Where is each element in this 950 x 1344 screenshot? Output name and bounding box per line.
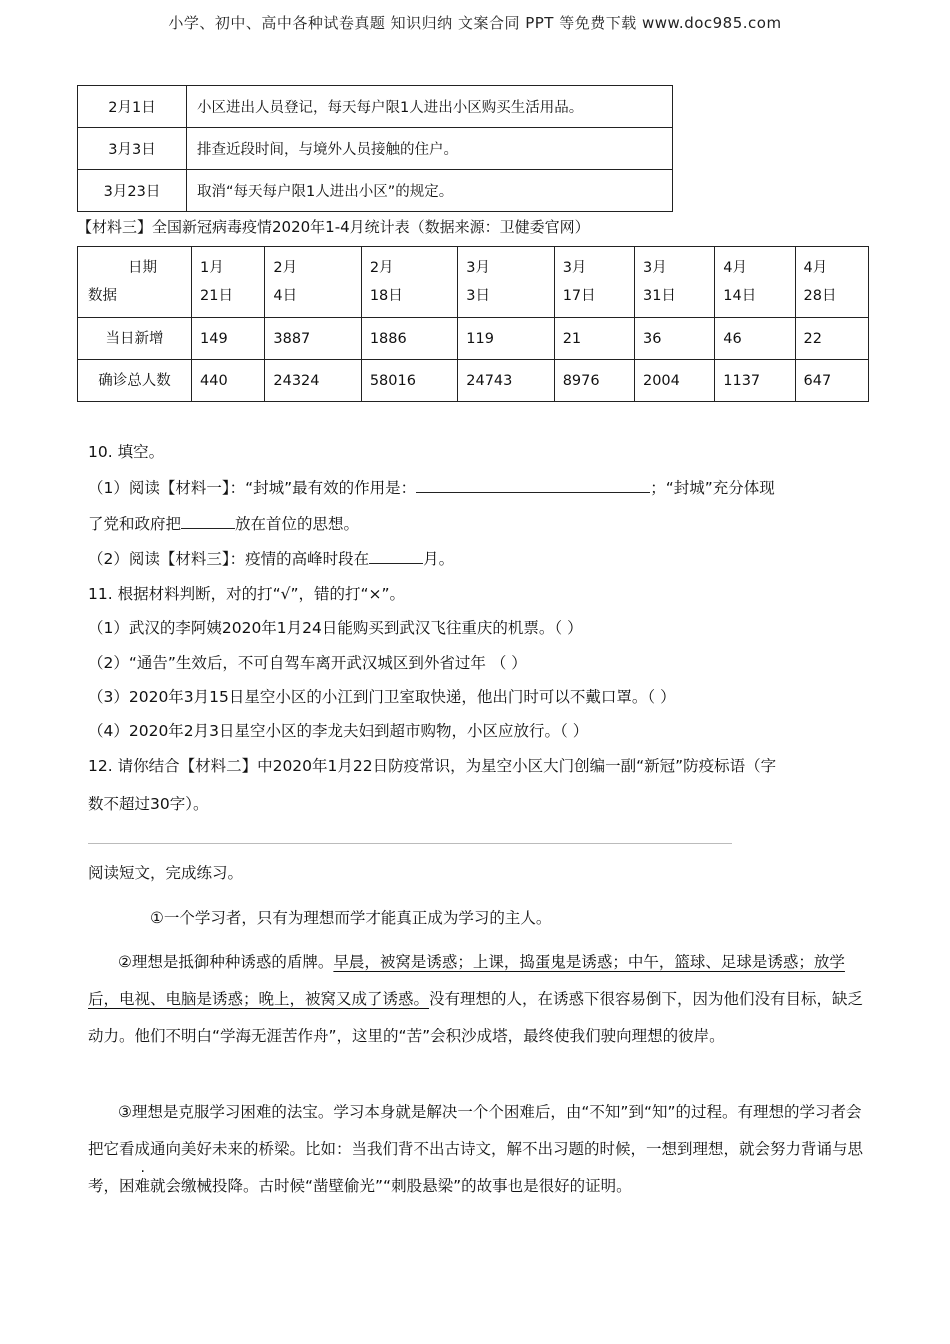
table-row	[78, 360, 869, 402]
table-cell: 36	[634, 318, 714, 360]
table-row	[78, 86, 673, 128]
statistics-table	[77, 246, 869, 402]
date-header: 4月 14日	[715, 247, 795, 318]
table-cell: 647	[795, 360, 868, 402]
corner-cell	[78, 247, 192, 318]
q10-part1-line1: （1）阅读【材料一】：“封城”最有效的作用是： ；“封城”充分体现	[88, 479, 775, 497]
date-cell: 2月1日	[78, 86, 187, 128]
q10-part2: （2）阅读【材料三】：疫情的高峰时段在 月。	[88, 550, 455, 568]
date-header: 2月 18日	[361, 247, 457, 318]
answer-blank[interactable]	[416, 478, 650, 493]
reading-paragraph-1: ①一个学习者，只有为理想而学才能真正成为学习的主人。	[150, 909, 552, 927]
q11-item: （3）2020年3月15日星空小区的小江到门卫室取快递，他出门时可以不戴口罩。（ ）	[88, 688, 676, 706]
q12-line1: 12. 请你结合【材料二】中2020年1月22日防疫常识，为星空小区大门创编一副“新冠”防疫标语（字	[88, 757, 777, 775]
table-cell: 24743	[458, 360, 554, 402]
table-cell: 2004	[634, 360, 714, 402]
material3-title: 【材料三】全国新冠病毒疫情2020年1-4月统计表（数据来源：卫健委官网）	[77, 218, 590, 236]
date-cell: 3月3日	[78, 128, 187, 170]
table-cell: 1886	[361, 318, 457, 360]
table-row	[78, 170, 673, 212]
table-cell: 3887	[265, 318, 361, 360]
table-cell: 21	[554, 318, 634, 360]
date-header: 3月 17日	[554, 247, 634, 318]
date-header: 3月 3日	[458, 247, 554, 318]
reading-paragraph-2: ②理想是抵御种种诱惑的盾牌。早晨，被窝是诱惑；上课，捣蛋鬼是诱惑；中午，篮球、足球是诱惑；放学后，电视、电脑是诱惑；晚上，被窝又成了诱惑。没有理想的人，在诱惑下很容易倒下，因为他们没有目标，缺乏动力。他们不明白“学海无涯苦作舟”，这里的“苦”会积沙成塔，最终使我们驶向理想的彼岸。	[88, 953, 864, 1045]
q11-item: （4）2020年2月3日星空小区的李龙夫妇到超市购物，小区应放行。（ ）	[88, 722, 589, 740]
underlined-sentence: 早晨，被窝是诱惑；上课，捣蛋鬼是诱惑；中午，篮球、足球是诱惑；放学后，电视、电脑是诱惑；晚上，被窝又成了诱惑。	[88, 953, 845, 1008]
desc-cell: 排查近段时间，与境外人员接触的住户。	[187, 128, 673, 170]
table-cell: 24324	[265, 360, 361, 402]
corner-bottom-label: 数据	[88, 288, 117, 304]
date-header: 2月 4日	[265, 247, 361, 318]
date-cell: 3月23日	[78, 170, 187, 212]
table-header-row	[78, 247, 869, 318]
table-cell: 149	[192, 318, 265, 360]
table-cell: 8976	[554, 360, 634, 402]
q12-line2: 数不超过30字）。	[88, 795, 209, 813]
q10-title: 10. 填空。	[88, 443, 165, 461]
row-label: 确诊总人数	[78, 360, 192, 402]
page-header: 小学、初中、高中各种试卷真题 知识归纳 文案合同 PPT 等免费下载 www.doc985.com	[168, 14, 782, 32]
table-cell: 46	[715, 318, 795, 360]
q10-part1-line2: 了党和政府把 放在首位的思想。	[88, 515, 360, 533]
date-header: 1月 21日	[192, 247, 265, 318]
q11-item: （2）“通告”生效后，不可自驾车离开武汉城区到外省过年 （ ）	[88, 654, 527, 672]
desc-cell: 取消“每天每户限1人进出小区”的规定。	[187, 170, 673, 212]
divider	[88, 843, 732, 844]
table-cell: 22	[795, 318, 868, 360]
table-row	[78, 128, 673, 170]
date-header: 3月 31日	[634, 247, 714, 318]
date-header: 4月 28日	[795, 247, 868, 318]
answer-blank[interactable]	[369, 549, 423, 564]
desc-cell: 小区进出人员登记，每天每户限1人进出小区购买生活用品。	[187, 86, 673, 128]
table-cell: 58016	[361, 360, 457, 402]
q11-title: 11. 根据材料判断，对的打“√”，错的打“×”。	[88, 585, 406, 603]
answer-blank[interactable]	[181, 514, 235, 529]
table-cell: 119	[458, 318, 554, 360]
q11-item: （1）武汉的李阿姨2020年1月24日能购买到武汉飞往重庆的机票。（ ）	[88, 619, 583, 637]
table-cell: 1137	[715, 360, 795, 402]
row-label: 当日新增	[78, 318, 192, 360]
corner-top-label: 日期	[128, 260, 157, 276]
reading-paragraph-3: ③理想是克服学习困难的法宝。学习本身就是解决一个个困难后，由“不知”到“知”的过程。有理想的学习者会把它 ·看成通向美好未来的桥梁。比如：当我们背不出古诗文，解不出习题的时候，一想到理想，就会努力背诵与思考，困难就会缴械投降。古时候“凿壁偷光”“刺股悬梁”的故事也是很好的证明。	[88, 1094, 874, 1205]
reading-intro: 阅读短文，完成练习。	[88, 864, 244, 882]
material2-table	[77, 85, 673, 212]
table-cell: 440	[192, 360, 265, 402]
table-row	[78, 318, 869, 360]
emphasis-dot-word: 它 ·	[104, 1140, 120, 1158]
